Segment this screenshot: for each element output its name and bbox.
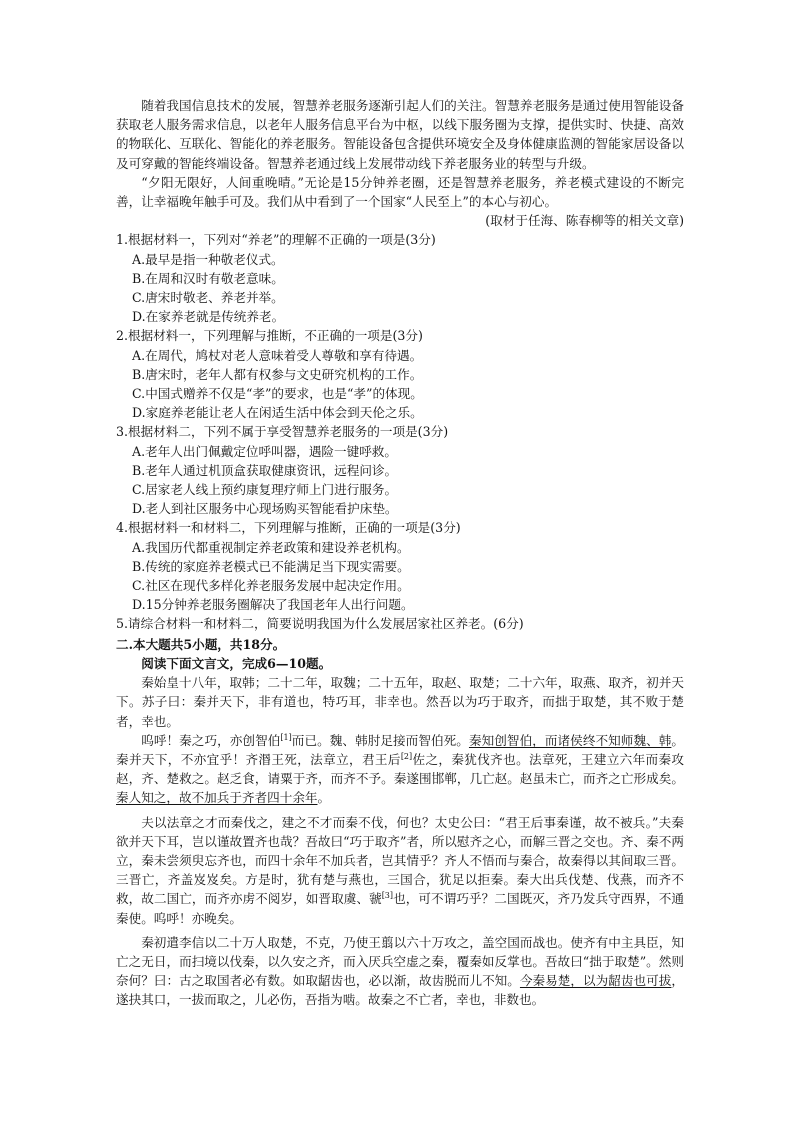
option-d: D.家庭养老能让老人在闲适生活中体会到天伦之乐。 xyxy=(132,405,423,421)
option-d: D.老人到社区服务中心现场购买智能看护床垫。 xyxy=(132,501,398,517)
text-run: 。 xyxy=(317,790,331,806)
text-run: 秦初遣李信以二十万人取楚，不克，乃使王翦以六十万攻之，盖空国而战也。使齐有中主具臣，知亡之无日，而扫境以伐秦，以久安之齐，而入厌兵空虚之秦，覆秦如反掌也。吾故曰“拙于取楚”。然则奈何？曰：古之取国者必有数。如取龆齿也，必以渐，故齿脱而儿不知。 xyxy=(116,934,684,989)
question-stem: 4.根据材料一和材料二，下列理解与推断，正确的一项是(3分) xyxy=(116,520,461,536)
option-d: D.15分钟养老服务圈解决了我国老年人出行问题。 xyxy=(132,597,414,613)
question-4 xyxy=(116,518,684,614)
text-run: 夫以法章之才而秦伐之，建之不才而秦不伐，何也？太史公曰：“君王后事秦谨，故不被兵。”夫秦欲并天下耳，岂以谨故置齐也哉？吾故曰“巧于取齐”者，所以慰齐之心，而解三晋之交也。齐、秦不两立，秦未尝须臾忘齐也，而四十余年不加兵者，岂其情乎？齐人不悟而与秦合，故秦得以其间取三晋。三晋亡，齐盖岌岌矣。方是时，犹有楚与燕也，三国合，犹足以拒秦。秦大出兵伐楚、伐燕，而齐不救，故二国亡，而齐亦虏不阅岁，如晋取虞、虢 xyxy=(116,814,684,907)
footnote-marker: [3] xyxy=(381,891,394,901)
option-c: C.唐宋时敬老、养老并举。 xyxy=(132,290,284,306)
footnote-marker: [1] xyxy=(280,732,292,742)
section-heading: 二.本大题共5小题，共18分。 xyxy=(116,636,286,652)
exam-page xyxy=(116,96,684,1010)
question-stem: 2.根据材料一，下列理解与推断，不正确的一项是(3分) xyxy=(116,328,423,344)
option-b: B.老年人通过机顶盒获取健康资讯，远程问诊。 xyxy=(132,462,398,478)
material-paragraph: 随着我国信息技术的发展，智慧养老服务逐渐引起人们的关注。智慧养老服务是通过使用智能设备获取老人服务需求信息，以老年人服务信息平台为中枢，以线下服务圈为支撑，提供实时、快捷、高效的物联化、互联化、智能化的养老服务。智能设备包含提供环境安全及身体健康监测的智能家居设备以及可穿戴的智能终端设备。智慧养老通过线上发展带动线下养老服务业的转型与升级。 xyxy=(116,98,684,171)
question-stem: 3.根据材料二，下列不属于享受智慧养老服务的一项是(3分) xyxy=(116,424,449,440)
classical-paragraph-3 xyxy=(116,813,684,928)
underlined-sentence: 秦知创智伯，而诸侯终不知师魏、韩 xyxy=(468,732,672,748)
option-c: C.居家老人线上预约康复理疗师上门进行服务。 xyxy=(132,482,398,498)
question-stem: 1.根据材料一，下列对“养老”的理解不正确的一项是(3分) xyxy=(116,232,436,248)
underlined-sentence: 秦人知之，故不加兵于齐者四十余年 xyxy=(116,790,318,806)
material-source: (取材于任海、陈春柳等的相关文章) xyxy=(485,213,684,229)
text-run: ，遂抉其口，一拔而取之，儿必伤，吾指为啮。故秦之不亡者，幸也，非数也。 xyxy=(116,973,685,1008)
question-1 xyxy=(116,230,684,326)
option-a: A.最早是指一种敬老仪式。 xyxy=(132,251,284,267)
option-a: A.我国历代都重视制定养老政策和建设养老机构。 xyxy=(132,539,410,555)
text-run: 佐之，秦犹伐齐也。法章死，王建立六年而秦攻赵，齐、楚救之。赵乏食，请粟于齐，而齐不予。秦遂围邯郸，几亡赵。赵虽未亡，而齐之亡形成矣。 xyxy=(116,751,685,787)
option-b: B.唐宋时，老年人都有权参与文史研究机构的工作。 xyxy=(132,366,423,382)
text-run: 也，可不谓巧乎？二国既灭，齐乃发兵守西界，不通秦使。呜呼！亦晚矣。 xyxy=(116,891,685,926)
classical-paragraph-4 xyxy=(116,933,684,1010)
option-a: A.老年人出门佩戴定位呼叫器，遇险一键呼救。 xyxy=(132,443,397,459)
underlined-sentence: 今秦易楚，以为龆齿也可拔 xyxy=(519,973,672,989)
text-run: 而已。魏、韩肘足接而智伯死。 xyxy=(291,732,469,748)
reading-instruction: 阅读下面文言文，完成6—10题。 xyxy=(141,655,332,671)
option-b: B.传统的家庭养老模式已不能满足当下现实需要。 xyxy=(132,558,410,574)
question-5-stem: 5.请综合材料一和材料二，简要说明我国为什么发展居家社区养老。(6分) xyxy=(116,616,524,632)
material-paragraph: “夕阳无限好，人间重晚晴。”无论是15分钟养老圈，还是智慧养老服务，养老模式建设的不断完善，让幸福晚年触手可及。我们从中看到了一个国家“人民至上”的本心与初心。 xyxy=(116,174,684,210)
classical-paragraph-2 xyxy=(116,731,684,808)
option-c: C.中国式赠养不仅是“孝”的要求，也是“孝”的体现。 xyxy=(132,386,423,402)
option-d: D.在家养老就是传统养老。 xyxy=(132,309,285,325)
option-a: A.在周代，鸠杖对老人意味着受人尊敬和享有待遇。 xyxy=(132,347,423,363)
classical-paragraph-1: 秦始皇十八年，取韩；二十二年，取魏；二十五年，取赵、取楚；二十六年，取燕、取齐，初并天下。苏子曰：秦并天下，非有道也，特巧耳，非幸也。然吾以为巧于取齐，而拙于取楚，其不败于楚者，幸也。 xyxy=(116,675,684,729)
option-c: C.社区在现代多样化养老服务发展中起决定作用。 xyxy=(132,578,410,594)
text-run: 。秦并天下，不亦宜乎！齐湣王死，法章立，君王后 xyxy=(116,732,685,767)
question-3 xyxy=(116,422,684,518)
question-2 xyxy=(116,326,684,422)
option-b: B.在周和汉时有敬老意味。 xyxy=(132,270,284,286)
footnote-marker: [2] xyxy=(400,751,413,761)
text-run: 呜呼！秦之巧，亦创智伯 xyxy=(141,732,281,748)
